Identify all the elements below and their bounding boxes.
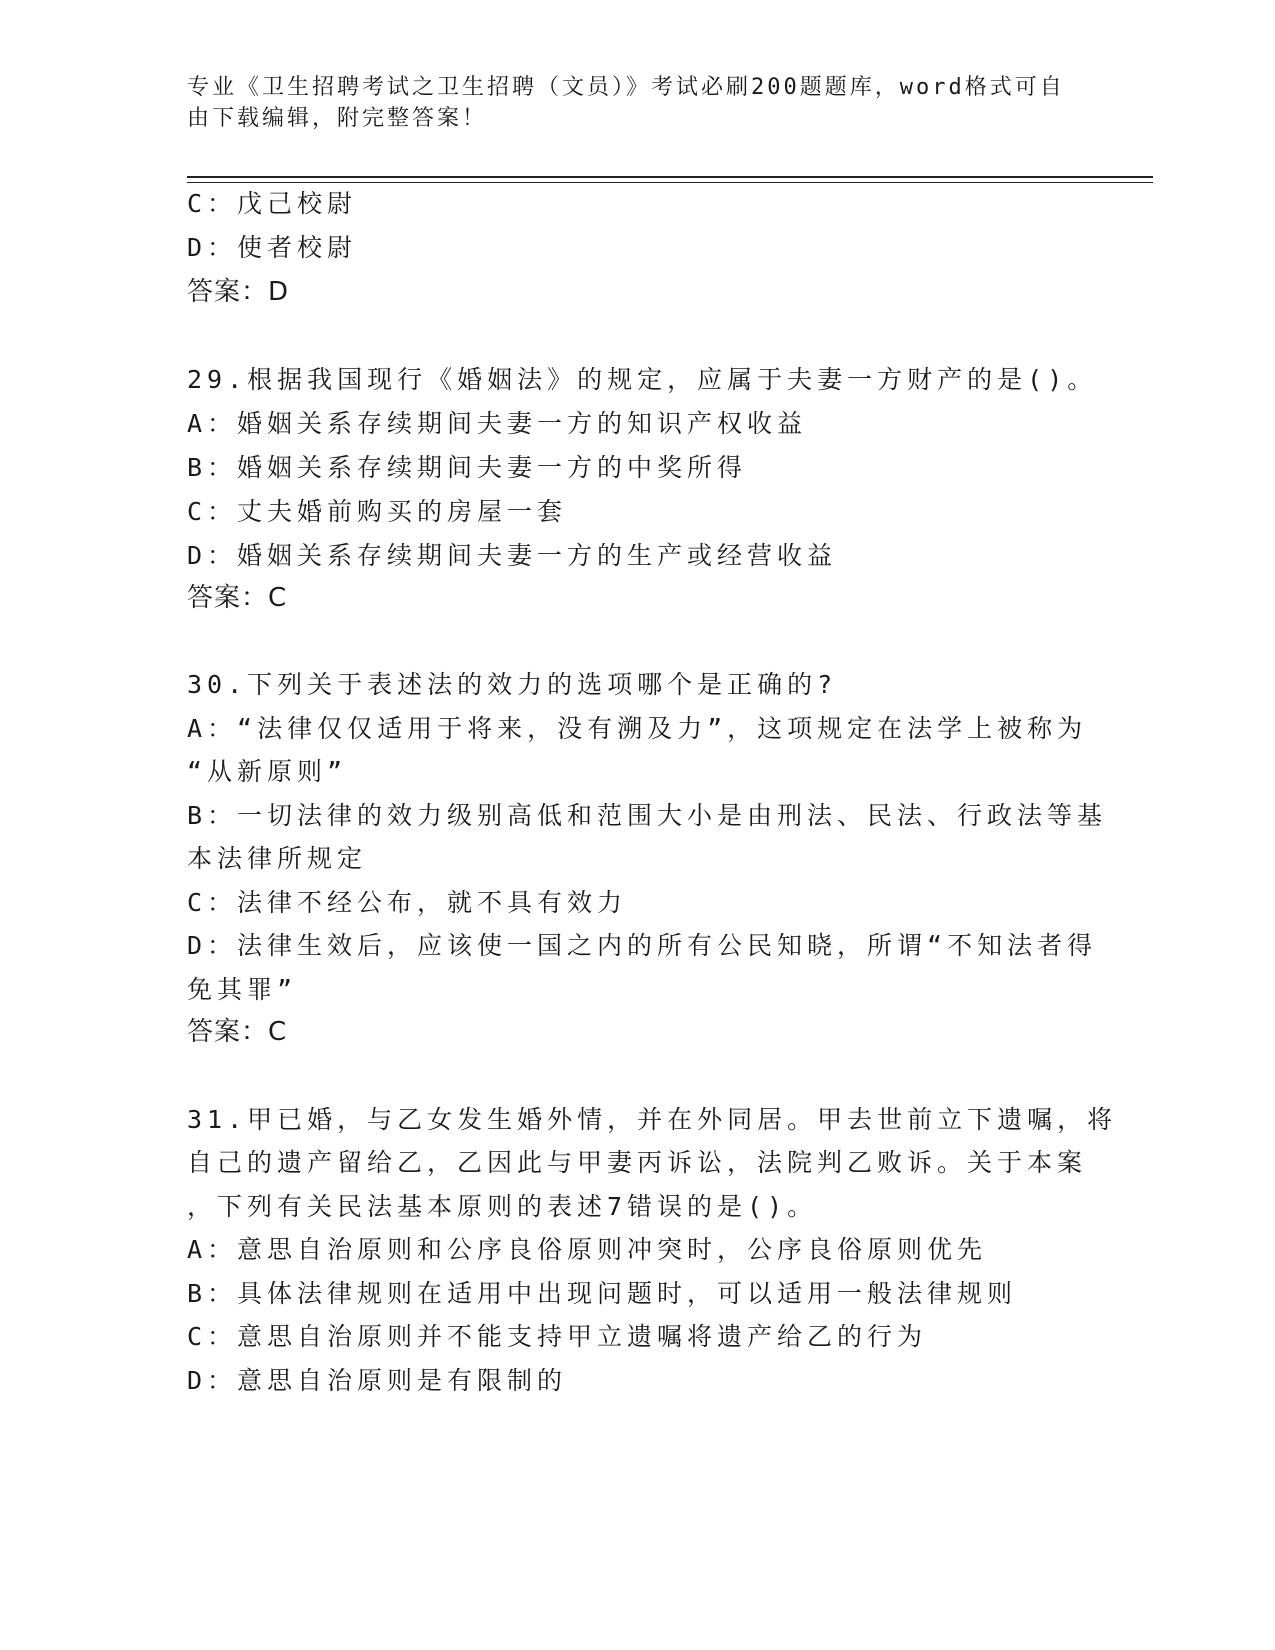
q29-stem: 29.根据我国现行《婚姻法》的规定，应属于夫妻一方财产的是()。	[187, 365, 1098, 394]
q29-option-a: A：婚姻关系存续期间夫妻一方的知识产权收益	[187, 409, 808, 438]
q30-option-a-line-2: “从新原则”	[187, 757, 348, 786]
q30-option-d-line-1: D：法律生效后，应该使一国之内的所有公民知晓，所谓“不知法者得	[187, 931, 1098, 960]
q31-option-d: D：意思自治原则是有限制的	[187, 1366, 568, 1395]
q28-option-d: D：使者校尉	[187, 233, 358, 262]
document-header	[187, 72, 1087, 134]
q31-stem-line-1: 31.甲已婚，与乙女发生婚外情，并在外同居。甲去世前立下遗嘱，将	[187, 1105, 1118, 1134]
q29-answer: 答案：C	[187, 583, 288, 613]
header-line-1: 专业《卫生招聘考试之卫生招聘（文员）》考试必刷200题题库，word格式可自	[187, 75, 1065, 100]
q31-option-a: A：意思自治原则和公序良俗原则冲突时，公序良俗原则优先	[187, 1235, 988, 1264]
q28-answer: 答案：D	[187, 277, 290, 307]
q31-option-c: C：意思自治原则并不能支持甲立遗嘱将遗产给乙的行为	[187, 1322, 928, 1351]
q31-stem-line-2: 自己的遗产留给乙，乙因此与甲妻丙诉讼，法院判乙败诉。关于本案	[187, 1148, 1088, 1177]
q29-option-c: C：丈夫婚前购买的房屋一套	[187, 497, 568, 526]
q29-option-b: B：婚姻关系存续期间夫妻一方的中奖所得	[187, 453, 748, 482]
q30-option-b-line-1: B：一切法律的效力级别高低和范围大小是由刑法、民法、行政法等基	[187, 801, 1108, 830]
q28-option-c: C：戊己校尉	[187, 189, 358, 218]
header-line-2: 由下载编辑，附完整答案！	[187, 106, 488, 131]
q30-stem: 30.下列关于表述法的效力的选项哪个是正确的?	[187, 670, 838, 699]
q31-stem-line-3: ，下列有关民法基本原则的表述7错误的是()。	[187, 1192, 818, 1221]
q30-option-d-line-2: 免其罪”	[187, 975, 298, 1004]
q30-option-a-line-1: A：“法律仅仅适用于将来，没有溯及力”，这项规定在法学上被称为	[187, 714, 1088, 743]
header-divider-thick	[187, 176, 1153, 178]
q30-option-c: C：法律不经公布，就不具有效力	[187, 888, 628, 917]
q30-option-b-line-2: 本法律所规定	[187, 844, 368, 873]
q30-answer: 答案：C	[187, 1017, 288, 1047]
q29-option-d: D：婚姻关系存续期间夫妻一方的生产或经营收益	[187, 541, 838, 570]
q31-option-b: B：具体法律规则在适用中出现问题时，可以适用一般法律规则	[187, 1279, 1018, 1308]
header-divider-thin	[187, 182, 1153, 183]
